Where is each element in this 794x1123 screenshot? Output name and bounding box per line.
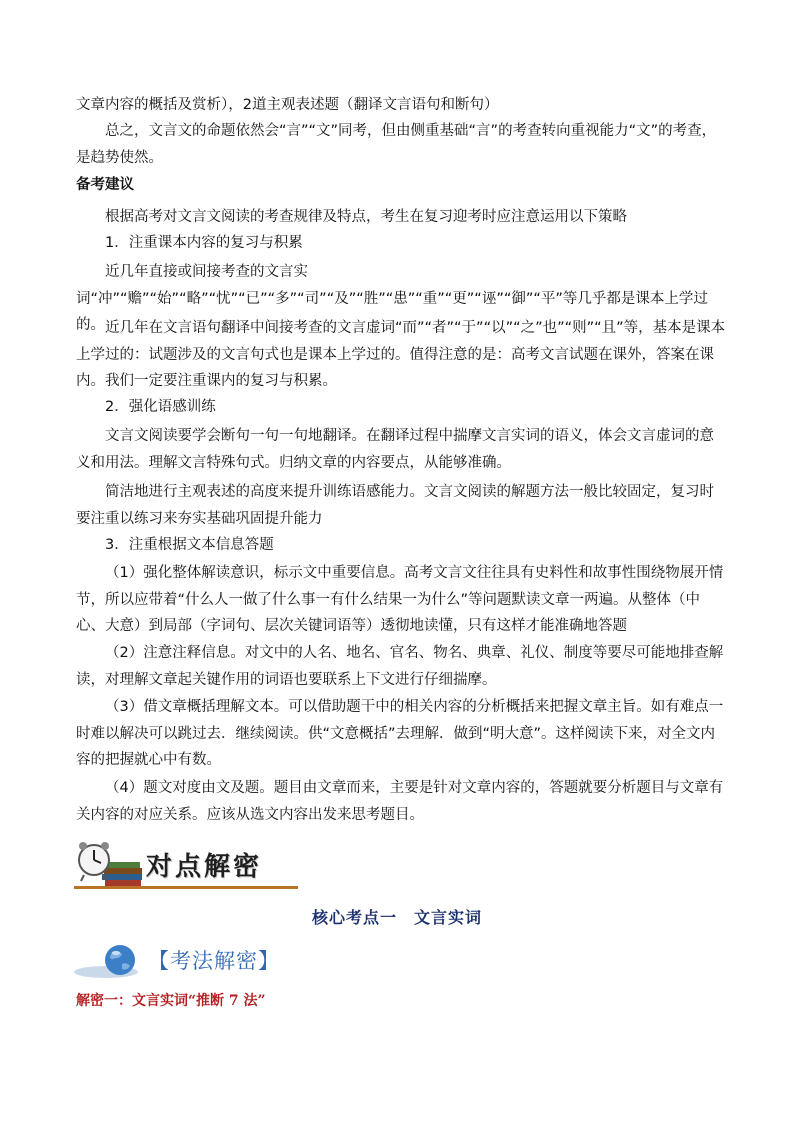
paragraph-point-3: （3）借文章概括理解文本。可以借助题干中的相关内容的分析概括来把握文章主旨。如有难点一时难以解决可以跳过去．继续阅读。供“文意概括”去理解．做到“明大意”。这样阅读下来，对全文内容的把握就心中有数。 <box>76 699 724 768</box>
heading-strategy-3: 3．注重根据文本信息答题 <box>105 537 274 553</box>
subhead-block <box>72 942 292 982</box>
paragraph-function-words: 近几年在文言语句翻译中间接考查的文言虚词“而”“者”“于”“以”“之”也”“则”“且”等，基本是课本上学过的：试题涉及的文言句式也是课本上学过的。值得注意的是：高考文言试题在课外，答案在课内。我们一定要注重课内的复习与积累。 <box>76 320 726 389</box>
paragraph-summary: 总之，文言文的命题依然会“言”“文”同考，但由侧重基础“言”的考查转向重视能力“文”的考查，是趋势使然。 <box>76 123 717 166</box>
clock-books-icon <box>74 838 146 888</box>
paragraph-content-words: 近几年直接或间接考查的文言实词“冲”“赡”“始”“略”“忧”“已”“多”“司”“及”“胜”“患”“重”“更”“诬”“御”“平”等几乎都是课本上学过的。 <box>76 264 708 333</box>
banner-rule <box>74 886 298 889</box>
red-heading: 解密一：文言实词“推断 7 法” <box>76 993 266 1009</box>
heading-strategy-2: 2．强化语感训练 <box>105 399 216 415</box>
paragraph-concise-expression: 简洁地进行主观表述的高度来提升训练语感能力。文言文阅读的解题方法一般比较固定，复习时要注重以练习来夯实基础巩固提升能力 <box>76 484 714 527</box>
heading-strategy-1: 1．注重课本内容的复习与积累 <box>105 235 303 251</box>
section-banner <box>74 838 298 890</box>
banner-title: 对点解密 <box>146 852 263 882</box>
paragraph-point-2: （2）注意注释信息。对文中的人名、地名、官名、物名、典章、礼仪、制度等要尽可能地排查解读，对理解文章起关键作用的词语也要联系上下文进行仔细揣摩。 <box>76 645 724 688</box>
paragraph-point-1: （1）强化整体解读意识，标示文中重要信息。高考文言文往往具有史料性和故事性围绕物展开情节，所以应带着“什么人一做了什么事一有什么结果一为什么”等问题默读文章一两遍。从整体（中心、大意）到局部（字词句、层次关键词语等）透彻地读懂，只有这样才能准确地答题 <box>76 565 724 634</box>
globe-icon <box>72 942 148 982</box>
heading-exam-advice: 备考建议 <box>76 177 134 193</box>
paragraph-language-sense: 文言文阅读要学会断句一句一句地翻译。在翻译过程中揣摩文言实词的语义，体会文言虚词的意义和用法。理解文言特殊句式。归纳文章的内容要点，从能够准确。 <box>76 428 714 471</box>
section-title: 核心考点一 文言实词 <box>311 908 482 927</box>
paragraph-intro-tail: 文章内容的概括及赏析），2道主观表述题（翻译文言语句和断句） <box>76 97 499 113</box>
paragraph-strategy-intro: 根据高考对文言文阅读的考查规律及特点，考生在复习迎考时应注意运用以下策略 <box>105 209 627 225</box>
paragraph-point-4: （4）题文对度由文及题。题目由文章而来，主要是针对文章内容的，答题就要分析题目与文章有关内容的对应关系。应该从选文内容出发来思考题目。 <box>76 780 724 823</box>
subhead-title: 【考法解密】 <box>148 949 280 973</box>
